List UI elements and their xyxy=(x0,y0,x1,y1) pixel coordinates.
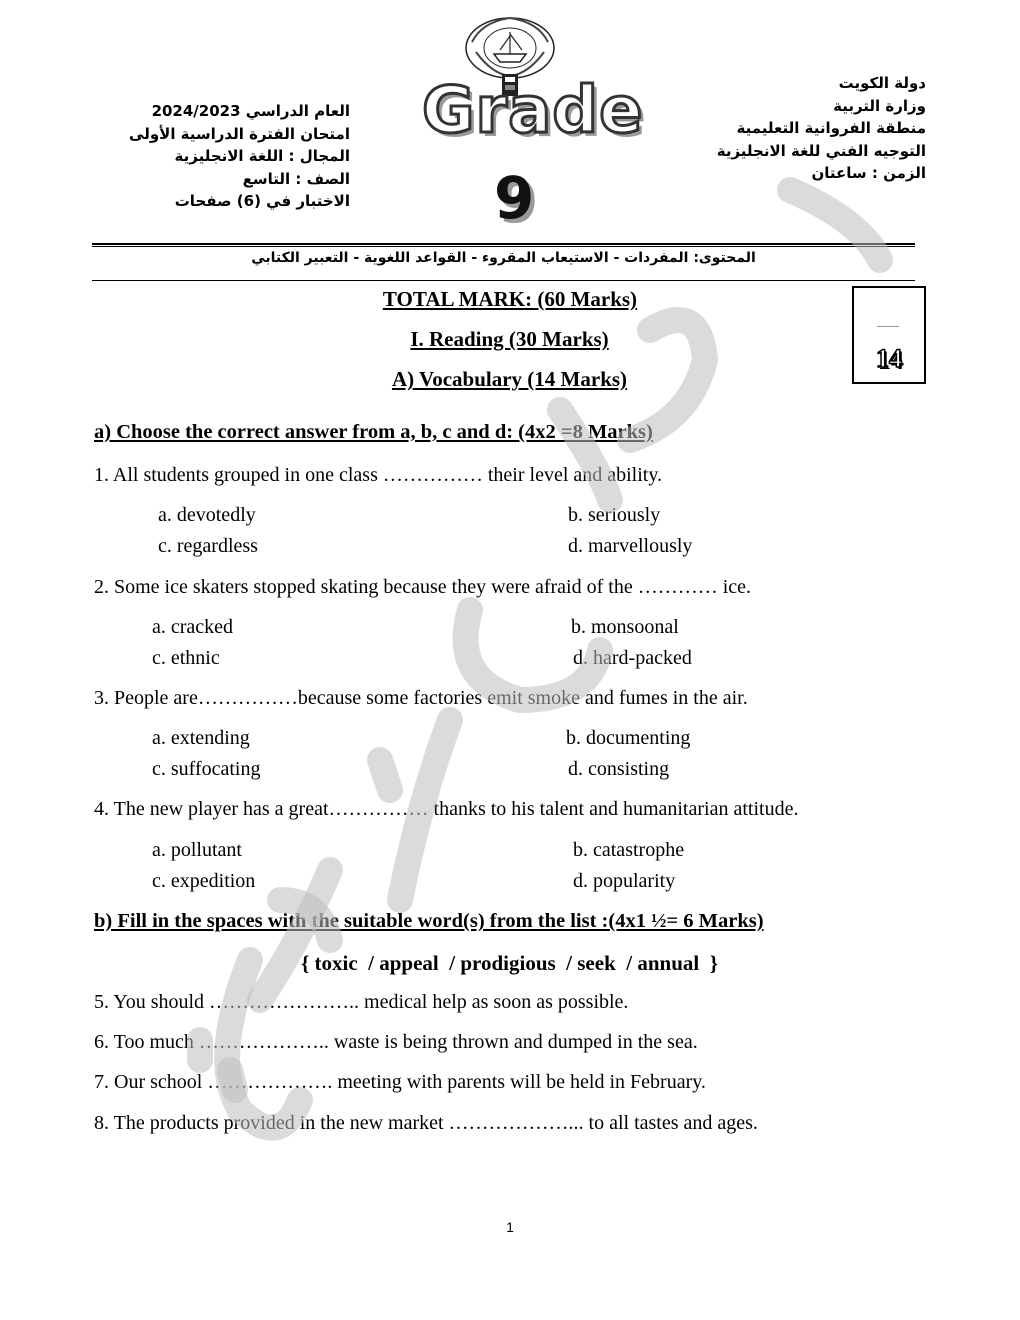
question-2: 2. Some ice skaters stopped skating because they were afraid of the ………… ice. xyxy=(94,576,752,598)
word-list: { toxic / appeal / prodigious / seek / annual } xyxy=(301,951,718,975)
header-right-line: الزمن : ساعتان xyxy=(811,164,926,182)
header-left xyxy=(124,100,350,213)
total-mark: TOTAL MARK: (60 Marks) xyxy=(382,287,638,311)
vocab-title: A) Vocabulary (14 Marks) xyxy=(391,367,628,391)
fill-question-8: 8. The products provided in the new market ………………... to all tastes and ages. xyxy=(94,1112,758,1134)
option-1a[interactable]: a. devotedly xyxy=(158,504,256,526)
header-right-line: دولة الكويت xyxy=(838,74,926,92)
option-2b[interactable]: b. monsoonal xyxy=(571,616,679,638)
page-number: 1 xyxy=(506,1219,514,1235)
grade-number: 9 xyxy=(494,164,535,232)
header-right-line: التوجيه الفني للغة الانجليزية xyxy=(716,141,926,160)
header-left-line: الاختبار في (6) صفحات xyxy=(174,192,350,210)
section-a-instruction: a) Choose the correct answer from a, b, c and d: (4x2 =8 Marks) xyxy=(94,421,653,443)
question-3: 3. People are……………because some factories emit smoke and fumes in the air. xyxy=(94,687,748,709)
option-1b[interactable]: b. seriously xyxy=(568,504,661,526)
divider xyxy=(92,280,915,281)
option-3c[interactable]: c. suffocating xyxy=(152,758,261,780)
fill-question-6: 6. Too much ……………….. waste is being thrown and dumped in the sea. xyxy=(94,1031,698,1053)
header-left-line: العام الدراسي 2024/2023 xyxy=(151,102,350,120)
option-2d[interactable]: d. hard-packed xyxy=(573,647,692,669)
option-2a[interactable]: a. cracked xyxy=(152,616,234,638)
header-left-line: الصف : التاسع xyxy=(242,169,350,188)
header-right xyxy=(717,72,926,185)
fill-question-7: 7. Our school ………………. meeting with parents will be held in February. xyxy=(94,1071,706,1093)
option-2c[interactable]: c. ethnic xyxy=(152,647,220,669)
score-total: 14 xyxy=(876,344,902,373)
option-4b[interactable]: b. catastrophe xyxy=(573,839,685,861)
option-4c[interactable]: c. expedition xyxy=(152,870,256,892)
header-right-line: وزارة التربية xyxy=(833,96,926,115)
option-3b[interactable]: b. documenting xyxy=(566,727,691,749)
header-right-line: منطقة الفروانية التعليمية xyxy=(736,119,926,137)
fill-question-5: 5. You should ………………….. medical help as soon as possible. xyxy=(94,991,629,1013)
header-left-line: امتحان الفترة الدراسية الأولى xyxy=(129,124,350,143)
option-4a[interactable]: a. pollutant xyxy=(152,839,242,861)
grade-label: Grade xyxy=(422,74,644,148)
section-b-instruction: b) Fill in the spaces with the suitable word(s) from the list :(4x1 ½= 6 Marks) xyxy=(94,910,764,932)
option-3a[interactable]: a. extending xyxy=(152,727,250,749)
option-3d[interactable]: d. consisting xyxy=(568,758,670,780)
option-1d[interactable]: d. marvellously xyxy=(568,535,693,557)
divider xyxy=(92,243,915,245)
content-line: المحتوى: المفردات - الاستيعاب المقروء - القواعد اللغوية - التعبير الكتابي xyxy=(251,250,756,266)
divider xyxy=(92,246,915,247)
option-4d[interactable]: d. popularity xyxy=(573,870,676,892)
reading-title: I. Reading (30 Marks) xyxy=(410,327,609,351)
header-left-line: المجال : اللغة الانجليزية xyxy=(174,147,350,165)
question-1: 1. All students grouped in one class …………… their level and ability. xyxy=(94,464,663,486)
question-4: 4. The new player has a great…………… thanks to his talent and humanitarian attitude. xyxy=(94,798,799,820)
option-1c[interactable]: c. regardless xyxy=(158,535,258,557)
score-line xyxy=(877,326,899,327)
